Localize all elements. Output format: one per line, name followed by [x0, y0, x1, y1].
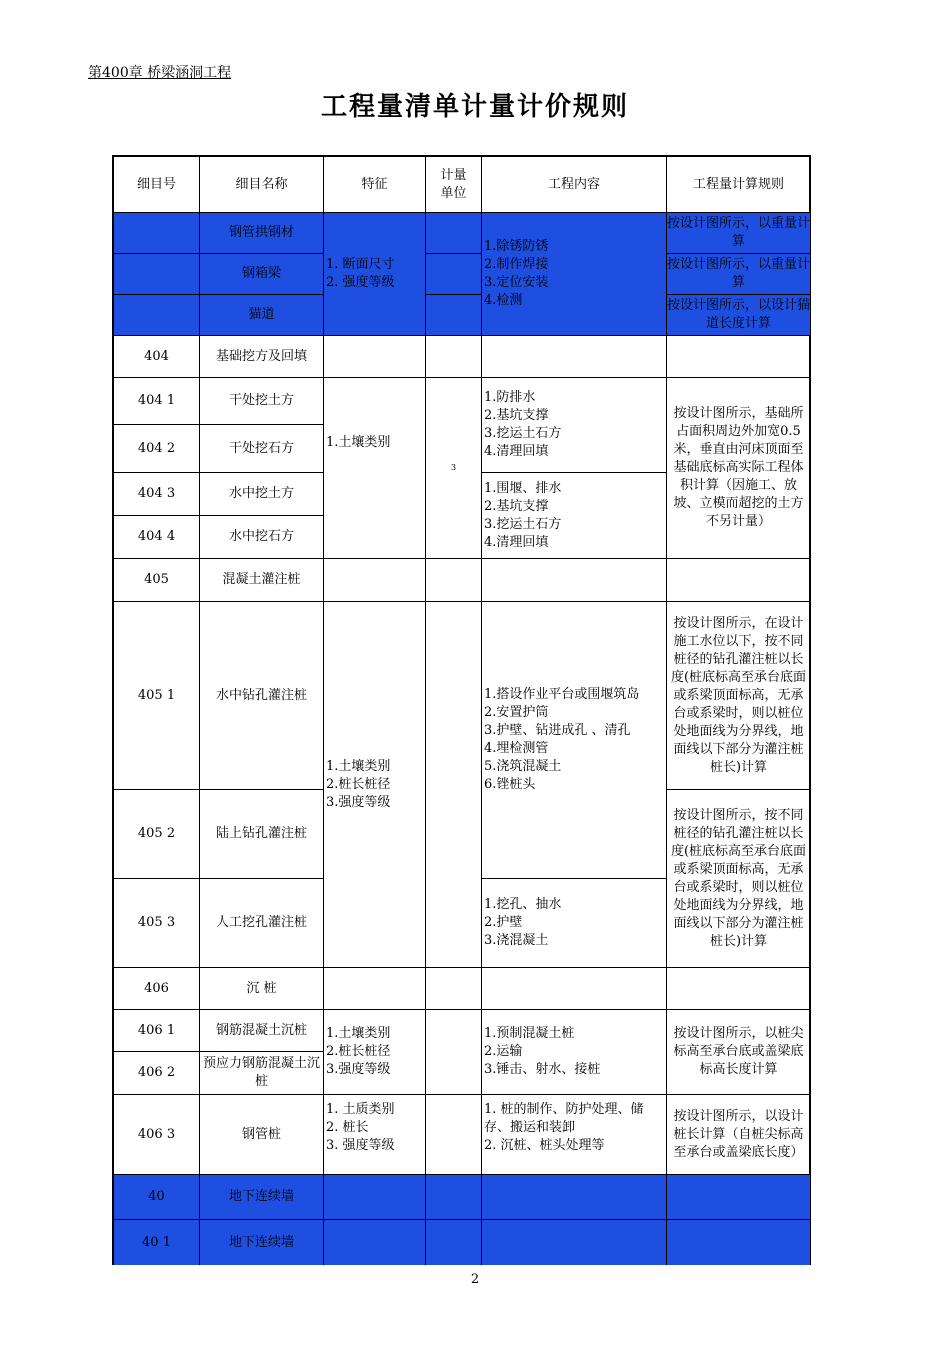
feature-cell: [324, 968, 426, 1010]
content-cell: 1. 桩的制作、防护处理、储存、搬运和装卸 2. 沉桩、桩头处理等: [482, 1095, 667, 1175]
unit-cell: [426, 602, 482, 968]
feature-cell: 1.土壤类别: [324, 378, 426, 559]
content-cell: [482, 336, 667, 378]
rule-cell: [667, 968, 811, 1010]
page-number: 2: [470, 1272, 480, 1287]
item-code: 405 3: [114, 879, 200, 968]
section-code: 40: [114, 1175, 200, 1220]
col-header-rule: 工程量计算规则: [667, 157, 811, 213]
item-code: 404 4: [114, 516, 200, 559]
table-row-code-empty: [114, 254, 200, 295]
unit-cell: [426, 1220, 482, 1265]
item-name: 预应力钢筋混凝土沉桩: [200, 1052, 324, 1095]
rule-cell: 按设计图所示，以设计桩长计算（自桩尖标高至承台或盖梁底长度）: [667, 1095, 811, 1175]
feature-cell: 1.土壤类别 2.桩长桩径 3.强度等级: [324, 1010, 426, 1095]
feature-cell: [324, 1175, 426, 1220]
chapter-header: 第400章 桥梁涵洞工程: [88, 65, 232, 81]
col-header-code: 细目号: [114, 157, 200, 213]
col-header-name: 细目名称: [200, 157, 324, 213]
unit-cell: [426, 1010, 482, 1095]
unit-cell: [426, 968, 482, 1010]
content-cell: [482, 968, 667, 1010]
item-name: 钢筋混凝土沉桩: [200, 1010, 324, 1052]
rule-cell: 按设计图所示，以桩尖标高至承台底或盖梁底标高长度计算: [667, 1010, 811, 1095]
item-name: 钢箱梁: [200, 254, 324, 295]
content-cell: 1.挖孔、抽水 2.护壁 3.浇混凝土: [482, 879, 667, 968]
unit-cell: [426, 336, 482, 378]
rule-cell: 按设计图所示，以重量计算: [667, 213, 811, 254]
content-cell: 1.围堰、排水 2.基坑支撑 3.挖运土石方 4.清理回填: [482, 473, 667, 559]
page-title: 工程量清单计量计价规则: [320, 92, 629, 122]
rule-cell: 按设计图所示，基础所占面积周边外加宽0.5米，垂直由河床顶面至基础底标高实际工程体积计算（因施工、放坡、立模而超挖的土方不另计量）: [667, 378, 811, 559]
item-code: 406 3: [114, 1095, 200, 1175]
item-name: 陆上钻孔灌注桩: [200, 790, 324, 879]
content-cell: 1.防排水 2.基坑支撑 3.挖运土石方 4.清理回填: [482, 378, 667, 473]
content-cell: [482, 1220, 667, 1265]
feature-cell: 1. 土质类别 2. 桩长 3. 强度等级: [324, 1095, 426, 1175]
feature-cell: 1.土壤类别 2.桩长桩径 3.强度等级: [324, 602, 426, 968]
pricing-rules-table: [112, 155, 811, 1265]
unit-cell: 3: [426, 378, 482, 559]
section-code: 406: [114, 968, 200, 1010]
feature-cell: [324, 336, 426, 378]
unit-cell: [426, 1175, 482, 1220]
item-code: 40 1: [114, 1220, 200, 1265]
rule-cell: 按设计图所示，以重量计算: [667, 254, 811, 295]
rule-cell: 按设计图所示，在设计施工水位以下，按不同桩径的钻孔灌注桩以长度(桩底标高至承台底面或系梁顶面标高，无承台或系梁时，则以桩位处地面线为分界线，地面线以下部分为灌注桩桩长)计算: [667, 602, 811, 790]
item-name: 地下连续墙: [200, 1220, 324, 1265]
table-row-code-empty: [114, 213, 200, 254]
rule-cell: [667, 336, 811, 378]
item-code: 406 1: [114, 1010, 200, 1052]
item-name: 水中挖土方: [200, 473, 324, 516]
unit-cell: [426, 559, 482, 602]
item-code: 404 1: [114, 378, 200, 425]
col-header-feature: 特征: [324, 157, 426, 213]
item-code: 404 3: [114, 473, 200, 516]
table-row-code-empty: [114, 295, 200, 336]
item-name: 猫道: [200, 295, 324, 336]
item-code: 406 2: [114, 1052, 200, 1095]
section-name: 混凝土灌注桩: [200, 559, 324, 602]
rule-cell: 按设计图所示，以设计猫道长度计算: [667, 295, 811, 336]
feature-cell: 1. 断面尺寸 2. 强度等级: [324, 213, 426, 336]
unit-cell: [426, 1095, 482, 1175]
rule-cell: [667, 1175, 811, 1220]
item-name: 人工挖孔灌注桩: [200, 879, 324, 968]
unit-cell: [426, 254, 482, 295]
item-code: 404 2: [114, 425, 200, 473]
section-name: 地下连续墙: [200, 1175, 324, 1220]
section-name: 基础挖方及回填: [200, 336, 324, 378]
item-name: 水中钻孔灌注桩: [200, 602, 324, 790]
content-cell: 1.预制混凝土桩 2.运输 3.锤击、射水、接桩: [482, 1010, 667, 1095]
item-name: 水中挖石方: [200, 516, 324, 559]
content-cell: [482, 559, 667, 602]
unit-cell: [426, 213, 482, 254]
item-name: 干处挖土方: [200, 378, 324, 425]
content-cell: [482, 1175, 667, 1220]
col-header-unit: 计量 单位: [426, 157, 482, 213]
section-code: 404: [114, 336, 200, 378]
feature-cell: [324, 1220, 426, 1265]
feature-cell: [324, 559, 426, 602]
item-name: 钢管拱钢材: [200, 213, 324, 254]
unit-cell: [426, 295, 482, 336]
item-name: 干处挖石方: [200, 425, 324, 473]
rule-cell: 按设计图所示，按不同桩径的钻孔灌注桩以长度(桩底标高至承台底面或系梁顶面标高，无承台或系梁时，则以桩位处地面线为分界线，地面线以下部分为灌注桩桩长)计算: [667, 790, 811, 968]
section-code: 405: [114, 559, 200, 602]
item-code: 405 2: [114, 790, 200, 879]
item-code: 405 1: [114, 602, 200, 790]
content-cell: 1.除锈防锈 2.制作焊接 3.定位安装 4.检测: [482, 213, 667, 336]
content-cell: 1.搭设作业平台或围堰筑岛 2.安置护筒 3.护壁、钻进成孔 、清孔 4.埋检测管 5.浇筑混凝土 6.锉桩头: [482, 602, 667, 879]
item-name: 钢管桩: [200, 1095, 324, 1175]
section-name: 沉 桩: [200, 968, 324, 1010]
rule-cell: [667, 559, 811, 602]
rule-cell: [667, 1220, 811, 1265]
col-header-content: 工程内容: [482, 157, 667, 213]
